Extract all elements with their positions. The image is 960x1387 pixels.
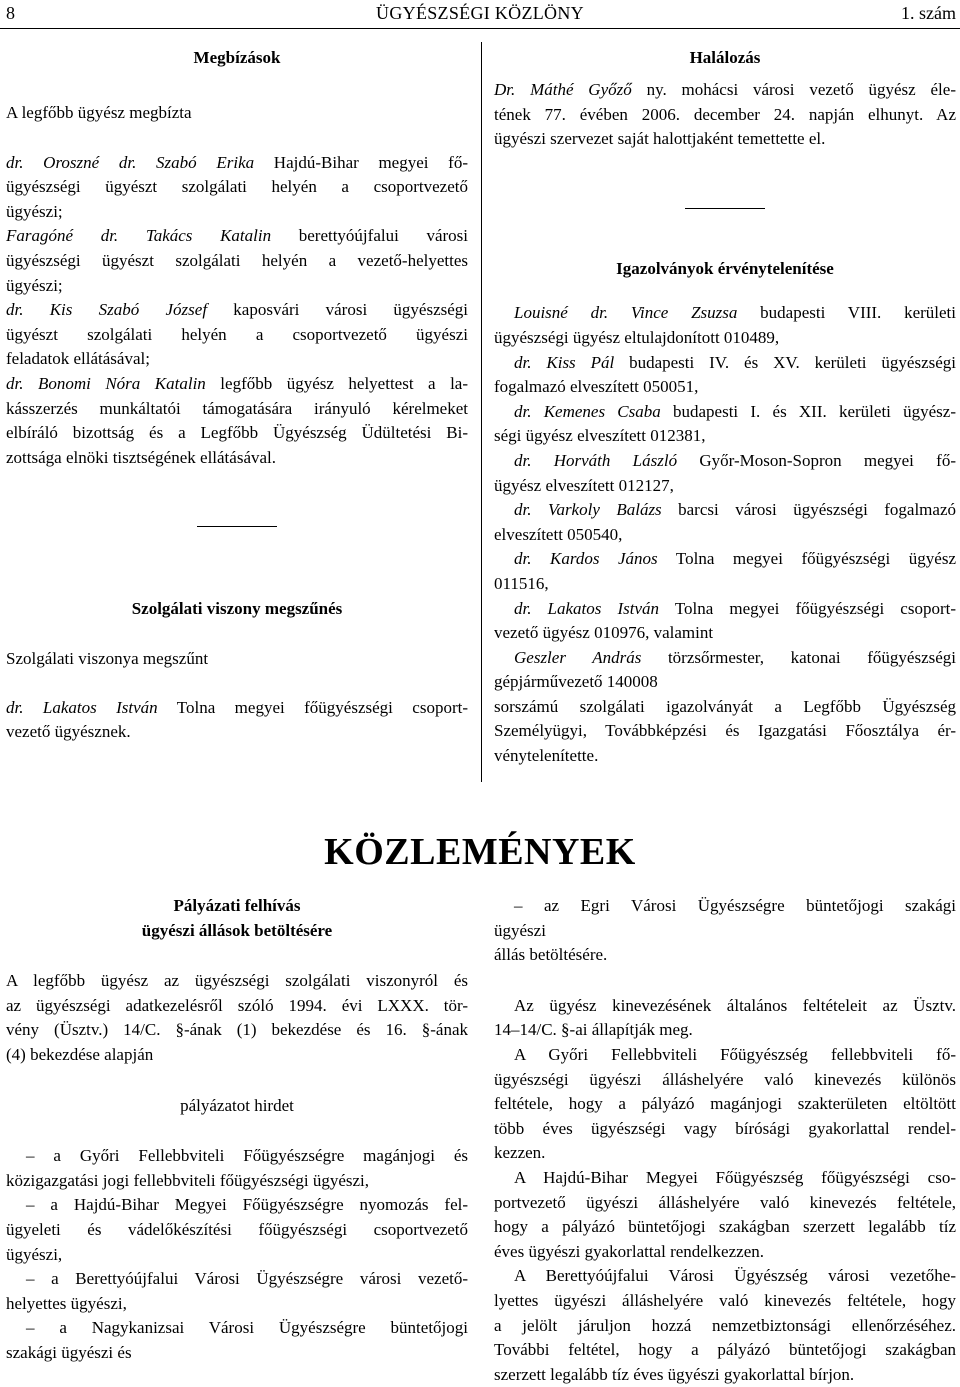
person-name: dr. Kis Szabó József: [6, 300, 208, 320]
person-name: dr. Lakatos István: [6, 697, 158, 717]
column-divider: [481, 42, 482, 782]
id-card-entry: Geszler András törzsőrmester, katonai főügyészségi: [514, 647, 956, 667]
section-heading-halalozas: Halálozás: [689, 48, 761, 67]
id-card-entry: dr. Lakatos István Tolna megyei főügyészségi csoport-: [514, 598, 957, 618]
left-column: [6, 46, 468, 745]
journal-title: ÜGYÉSZSÉGI KÖZLÖNY: [376, 3, 584, 23]
person-name: dr. Bonomi Nóra Katalin: [6, 373, 206, 393]
tender-right-column: [494, 894, 956, 1387]
appointment-entry: dr. Kis Szabó József kaposvári városi ügyészségi ügyészt szolgálati helyén a csoportvezető ügyészi feladatok ellátásával;: [6, 300, 469, 369]
id-card-entry: dr. Kardos János Tolna megyei főügyészségi ügyész: [514, 549, 956, 569]
person-name: Faragóné dr. Takács Katalin: [6, 226, 272, 246]
page-number: 8: [6, 3, 15, 23]
person-name: dr. Oroszné dr. Szabó Erika: [6, 152, 255, 172]
appointment-entry: dr. Oroszné dr. Szabó Erika Hajdú-Bihar megyei fő- ügyészségi ügyészt szolgálati helyén a csoportvezető ügyészi;: [6, 152, 468, 221]
id-card-entry: dr. Kiss Pál budapesti IV. és XV. kerületi ügyészségi: [514, 352, 957, 372]
person-name: dr. Kiss Pál: [514, 352, 615, 372]
tender-subtitle: ügyészi állások betöltésére: [141, 920, 333, 940]
page-header: [0, 0, 960, 29]
intro-text: A legfőbb ügyész megbízta: [6, 103, 192, 122]
person-name: Geszler András: [514, 647, 642, 667]
person-name: dr. Varkoly Balázs: [514, 500, 662, 520]
id-card-entry: dr. Kemenes Csaba budapesti I. és XII. kerületi ügyész-: [514, 401, 956, 421]
tender-intro: A legfőbb ügyész az ügyészségi szolgálati viszonyról és az ügyészségi adatkezelésről szóló 1994. évi LXXX. tör- vény (Üsztv.) 14/C. §-ának (1) bekezdése és 16. §-ának (4) bekezdése alapján: [6, 971, 468, 1064]
person-name: Dr. Máthé Győző: [494, 80, 632, 99]
tender-announce: pályázatot hirdet: [180, 1095, 294, 1115]
appointment-entry: Faragóné dr. Takács Katalin berettyóújfalui városi ügyészségi ügyészt szolgálati helyén a vezető-helyettes ügyészi;: [6, 226, 469, 295]
condition-paragraph: A Berettyóújfalui Városi Ügyészség városi vezetőhe- lyettes ügyészi álláshelyére való kinevezés feltétele, hogy a jelölt járuljon hozzá nemzetbiztonsági ellenőrzéséhez. További feltétel, hogy a pályázó büntetőjogi szakágban szerzett legalább tíz éves ügyészi gyakorlattal bírjon.: [494, 1266, 956, 1384]
appointment-entry: dr. Bonomi Nóra Katalin legfőbb ügyész helyettest a la- kásszerzés munkáltatói támogatására irányuló kérelmeket elbíráló bizottság és a Legfőbb Ügyészség Üdültetési Bi- zottsága elnöki tisztségének ellátásával.: [6, 373, 468, 467]
section-rule: [197, 526, 277, 527]
list-item: – az Egri Városi Ügyészségre büntetőjogi szakági ügyészi állás betöltésére.: [494, 896, 956, 965]
right-column: [494, 46, 956, 769]
tender-left-column: [6, 894, 468, 1366]
person-name: dr. Horváth László: [514, 450, 678, 470]
list-item: – a Nagykanizsai Városi Ügyészségre büntetőjogi szakági ügyészi és: [6, 1318, 468, 1362]
id-card-entry: Louisné dr. Vince Zsuzsa budapesti VIII. kerületi: [514, 303, 957, 323]
subheading-text: Szolgálati viszonya megszűnt: [6, 648, 209, 668]
kozlemenyek-heading: KÖZLEMÉNYEK: [324, 831, 636, 873]
issue-number: 1. szám: [901, 3, 956, 23]
position-list: [6, 1144, 468, 1365]
list-item: – a Győri Fellebbviteli Főügyészségre magánjogi és közigazgatási jogi fellebbviteli főügyészségi ügyészi,: [6, 1146, 468, 1190]
tender-title: Pályázati felhívás: [173, 896, 301, 915]
person-name: Louisné dr. Vince Zsuzsa: [514, 303, 738, 323]
condition-paragraph: A Hajdú-Bihar Megyei Főügyészség főügyészségi cso- portvezető ügyészi álláshelyére való kinevezés feltétele, hogy a pályázó büntetőjogi szakágban szerzett legalább tíz éves ügyészi gyakorlattal rendelkezzen.: [494, 1167, 956, 1261]
section-heading-megbizasok: Megbízások: [193, 48, 281, 67]
section-rule: [685, 208, 765, 209]
condition-paragraph: Az ügyész kinevezésének általános feltételeit az Üsztv. 14–14/C. §-ai állapítják meg.: [494, 995, 956, 1040]
closing-text: sorszámú szolgálati igazolványát a Legfőbb Ügyészség: [494, 696, 956, 716]
id-card-list: Louisné dr. Vince Zsuzsa budapesti VIII. kerületi ügyészségi ügyész eltulajdonított 010489, dr. Kiss Pál budapesti IV. és XV. kerületi ügyészségi fogalmazó elveszített 050051, dr. Kemenes Csaba budapesti I. és XII. kerületi ügyész- ségi ügyész elveszített 012381, dr. Horváth László Győr-Moson-Sopron megyei fő- ügyész elveszített 012127, dr. Varkoly Balázs barcsi városi ügyészségi fogalmazó elveszített 050540, dr. Kardos János Tolna megyei főügyészségi ügyész 011516, dr. Lakatos István Tolna megyei főügyészségi csoport- vezető ügyész 010976, valamint Geszler András törzsőrmester, katonai főügyészségi gépjárművezető 140008 sorszámú szolgálati igazolványát a Legfőbb Ügyészség Személyügyi, Továbbképzési és Igazgatási Főosztálya ér- vénytelenítette.: [494, 303, 957, 766]
termination-entry: dr. Lakatos István Tolna megyei főügyészségi csoport- vezető ügyésznek.: [6, 697, 468, 742]
id-card-entry: dr. Varkoly Balázs barcsi városi ügyészségi fogalmazó: [514, 500, 956, 520]
death-notice: Dr. Máthé Győző ny. mohácsi városi vezető ügyész éle- tének 77. évében 2006. december 24. napján elhunyt. Az ügyészi szervezet saját halottjaként temettette el.: [494, 80, 956, 149]
id-card-entry: dr. Horváth László Győr-Moson-Sopron megyei fő-: [514, 450, 956, 470]
person-name: dr. Kardos János: [514, 549, 658, 569]
section-heading-igazolvanyok: Igazolványok érvénytelenítése: [616, 258, 834, 278]
list-item: – a Berettyóújfalui Városi Ügyészségre városi vezető- helyettes ügyészi,: [6, 1269, 468, 1313]
condition-paragraph: A Győri Fellebbviteli Főügyészség fellebbviteli fő- ügyészségi ügyészi álláshelyére való kinevezés különös feltétele, hogy a pályázó magánjogi szakterületen eltöltött több éves ügyészségi vagy bírósági gyakorlattal rendel- kezzen.: [494, 1044, 956, 1163]
list-item: – a Hajdú-Bihar Megyei Főügyészségre nyomozás fel- ügyeleti és vádelőkészítési főügyészségi csoportvezető ügyészi,: [6, 1195, 468, 1264]
person-name: dr. Lakatos István: [514, 598, 660, 618]
person-name: dr. Kemenes Csaba: [514, 401, 661, 421]
section-heading-szolgalati: Szolgálati viszony megszűnés: [131, 599, 343, 619]
